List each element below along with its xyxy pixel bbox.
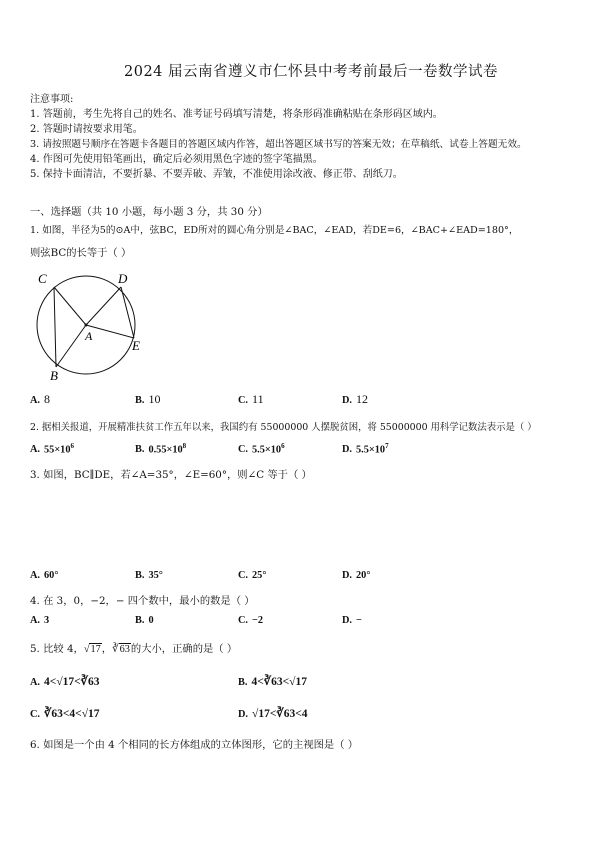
option-label: A. (30, 444, 41, 456)
option-label: B. (135, 395, 145, 406)
option-label: A. (30, 570, 41, 581)
label-c: C (38, 271, 47, 286)
q3-option-c[interactable] (238, 569, 266, 581)
option-label: A. (30, 395, 41, 406)
option-label: B. (135, 444, 145, 456)
q2-option-a[interactable] (30, 442, 74, 455)
q5-mid: ， (101, 643, 113, 655)
section-heading: 一、选择题（共 10 小题，每小题 3 分，共 30 分） (30, 206, 268, 218)
option-value: 4<∛63<√17 (251, 676, 307, 688)
radical-sign: √ (83, 644, 90, 655)
option-exponent: 7 (385, 442, 389, 450)
sqrt-17 (84, 643, 102, 655)
option-value: 20° (356, 570, 371, 581)
label-b: B (50, 368, 58, 383)
option-label: A. (30, 615, 41, 626)
option-label: C. (238, 395, 249, 406)
option-value: 55×10 (44, 444, 71, 456)
radius-ae (86, 325, 134, 338)
cbrt-63 (112, 643, 131, 655)
question-3-text: 3. 如图，BC∥DE，若∠A=35°，∠E=60°，则∠C 等于（ ） (30, 469, 312, 481)
question-1-text-2: 则弦BC的长等于（ ） (30, 247, 132, 259)
question-6-text: 6. 如图是一个由 4 个相同的长方体组成的立体图形，它的主视图是（ ） (30, 739, 359, 751)
question-4-text: 4. 在 3，0，−2，− 四个数中，最小的数是（ ） (30, 595, 255, 607)
circle-figure (28, 270, 148, 385)
option-label: D. (342, 615, 353, 626)
option-label: B. (135, 570, 145, 581)
q2-option-b[interactable] (135, 442, 186, 455)
q5-option-b[interactable] (238, 674, 307, 688)
q3-option-b[interactable] (135, 569, 163, 581)
option-label: D. (342, 570, 353, 581)
option-label: C. (30, 709, 41, 720)
q4-option-c[interactable] (238, 614, 263, 626)
notes-heading: 注意事项: (30, 94, 74, 105)
center-point (85, 324, 88, 327)
radius-ad (86, 287, 121, 325)
q1-option-b[interactable] (135, 392, 160, 407)
label-a: A (85, 329, 93, 343)
q1-option-d[interactable] (342, 392, 368, 407)
option-exponent: 8 (182, 442, 187, 450)
option-label: C. (238, 444, 249, 456)
q2-option-d[interactable] (342, 442, 389, 455)
question-2-text: 2. 据相关报道，开展精准扶贫工作五年以来，我国约有 55000000 人摆脱贫困，将 55000000 用科学记数法表示是（ ） (30, 422, 537, 433)
q4-option-a[interactable] (30, 614, 49, 626)
option-value: 0.55×10 (148, 444, 183, 456)
q5-option-c[interactable] (30, 706, 100, 720)
chord-bc (54, 287, 56, 367)
radius-ab (56, 325, 86, 367)
option-value: − (356, 615, 362, 626)
q4-option-d[interactable] (342, 614, 362, 626)
radius-ac (54, 287, 86, 325)
label-e: E (132, 338, 140, 353)
question-5-text (30, 640, 237, 656)
option-value: 8 (44, 392, 51, 406)
q4-option-b[interactable] (135, 614, 154, 626)
note-item: 3. 请按照题号顺序在答题卡各题目的答题区域内作答，超出答题区域书写的答案无效；在草稿纸、试卷上答题无效。 (30, 139, 527, 150)
option-exponent: 6 (70, 442, 74, 450)
option-label: C. (238, 615, 249, 626)
option-label: C. (238, 570, 249, 581)
q3-option-d[interactable] (342, 569, 370, 581)
option-value: 25° (252, 570, 267, 581)
option-value: 0 (148, 615, 154, 626)
q1-option-a[interactable] (30, 392, 50, 407)
option-value: −2 (252, 615, 264, 626)
option-value: 12 (356, 392, 369, 406)
option-label: B. (135, 615, 145, 626)
option-value: 5.5×10 (252, 444, 282, 456)
q5-option-a[interactable] (30, 674, 100, 688)
option-value: 5.5×10 (356, 444, 386, 456)
note-item: 5. 保持卡面清洁，不要折暴、不要弄破、弄皱，不准使用涂改液、修正带、刮纸刀。 (30, 169, 403, 180)
page-title: 2024 届云南省遵义市仁怀县中考考前最后一卷数学试卷 (124, 64, 499, 80)
q2-option-c[interactable] (238, 442, 285, 455)
question-1-text: 1. 如图，半径为5的⊙A中，弦BC，ED所对的圆心角分别是∠BAC，∠EAD，若DE=6，∠BAC+∠EAD=180°， (30, 225, 519, 236)
option-value: ∛63<4<√17 (44, 708, 100, 720)
option-value: 60° (44, 570, 59, 581)
option-exponent: 6 (281, 442, 285, 450)
q5-option-d[interactable] (238, 706, 308, 720)
note-item: 2. 答题时请按要求用笔。 (30, 124, 143, 135)
option-value: 10 (148, 392, 161, 406)
option-value: 35° (148, 570, 163, 581)
note-item: 4. 作图可先使用铅笔画出，确定后必须用黑色字迹的签字笔描黑。 (30, 154, 323, 165)
q1-option-c[interactable] (238, 392, 264, 407)
option-label: D. (342, 444, 353, 456)
option-value: 11 (252, 392, 264, 406)
note-item: 1. 答题前，考生先将自己的姓名、准考证号码填写清楚，将条形码准确粘贴在条形码区域内。 (30, 109, 443, 120)
q5-prefix: 5. 比较 4， (30, 643, 84, 655)
option-value: √17<∛63<4 (252, 708, 308, 720)
chord-de (121, 287, 134, 338)
label-d: D (118, 271, 128, 286)
option-value: 4<√17<∛63 (44, 676, 100, 688)
radical-sign: ∛ (112, 644, 119, 655)
radicand: 17 (90, 644, 101, 655)
option-label: D. (342, 395, 353, 406)
q5-suffix: 的大小，正确的是（ ） (130, 643, 238, 655)
option-label: A. (30, 677, 41, 688)
option-label: B. (238, 677, 248, 688)
option-value: 3 (44, 615, 50, 626)
option-label: D. (238, 709, 249, 720)
q3-option-a[interactable] (30, 569, 58, 581)
radicand: 63 (119, 644, 130, 655)
